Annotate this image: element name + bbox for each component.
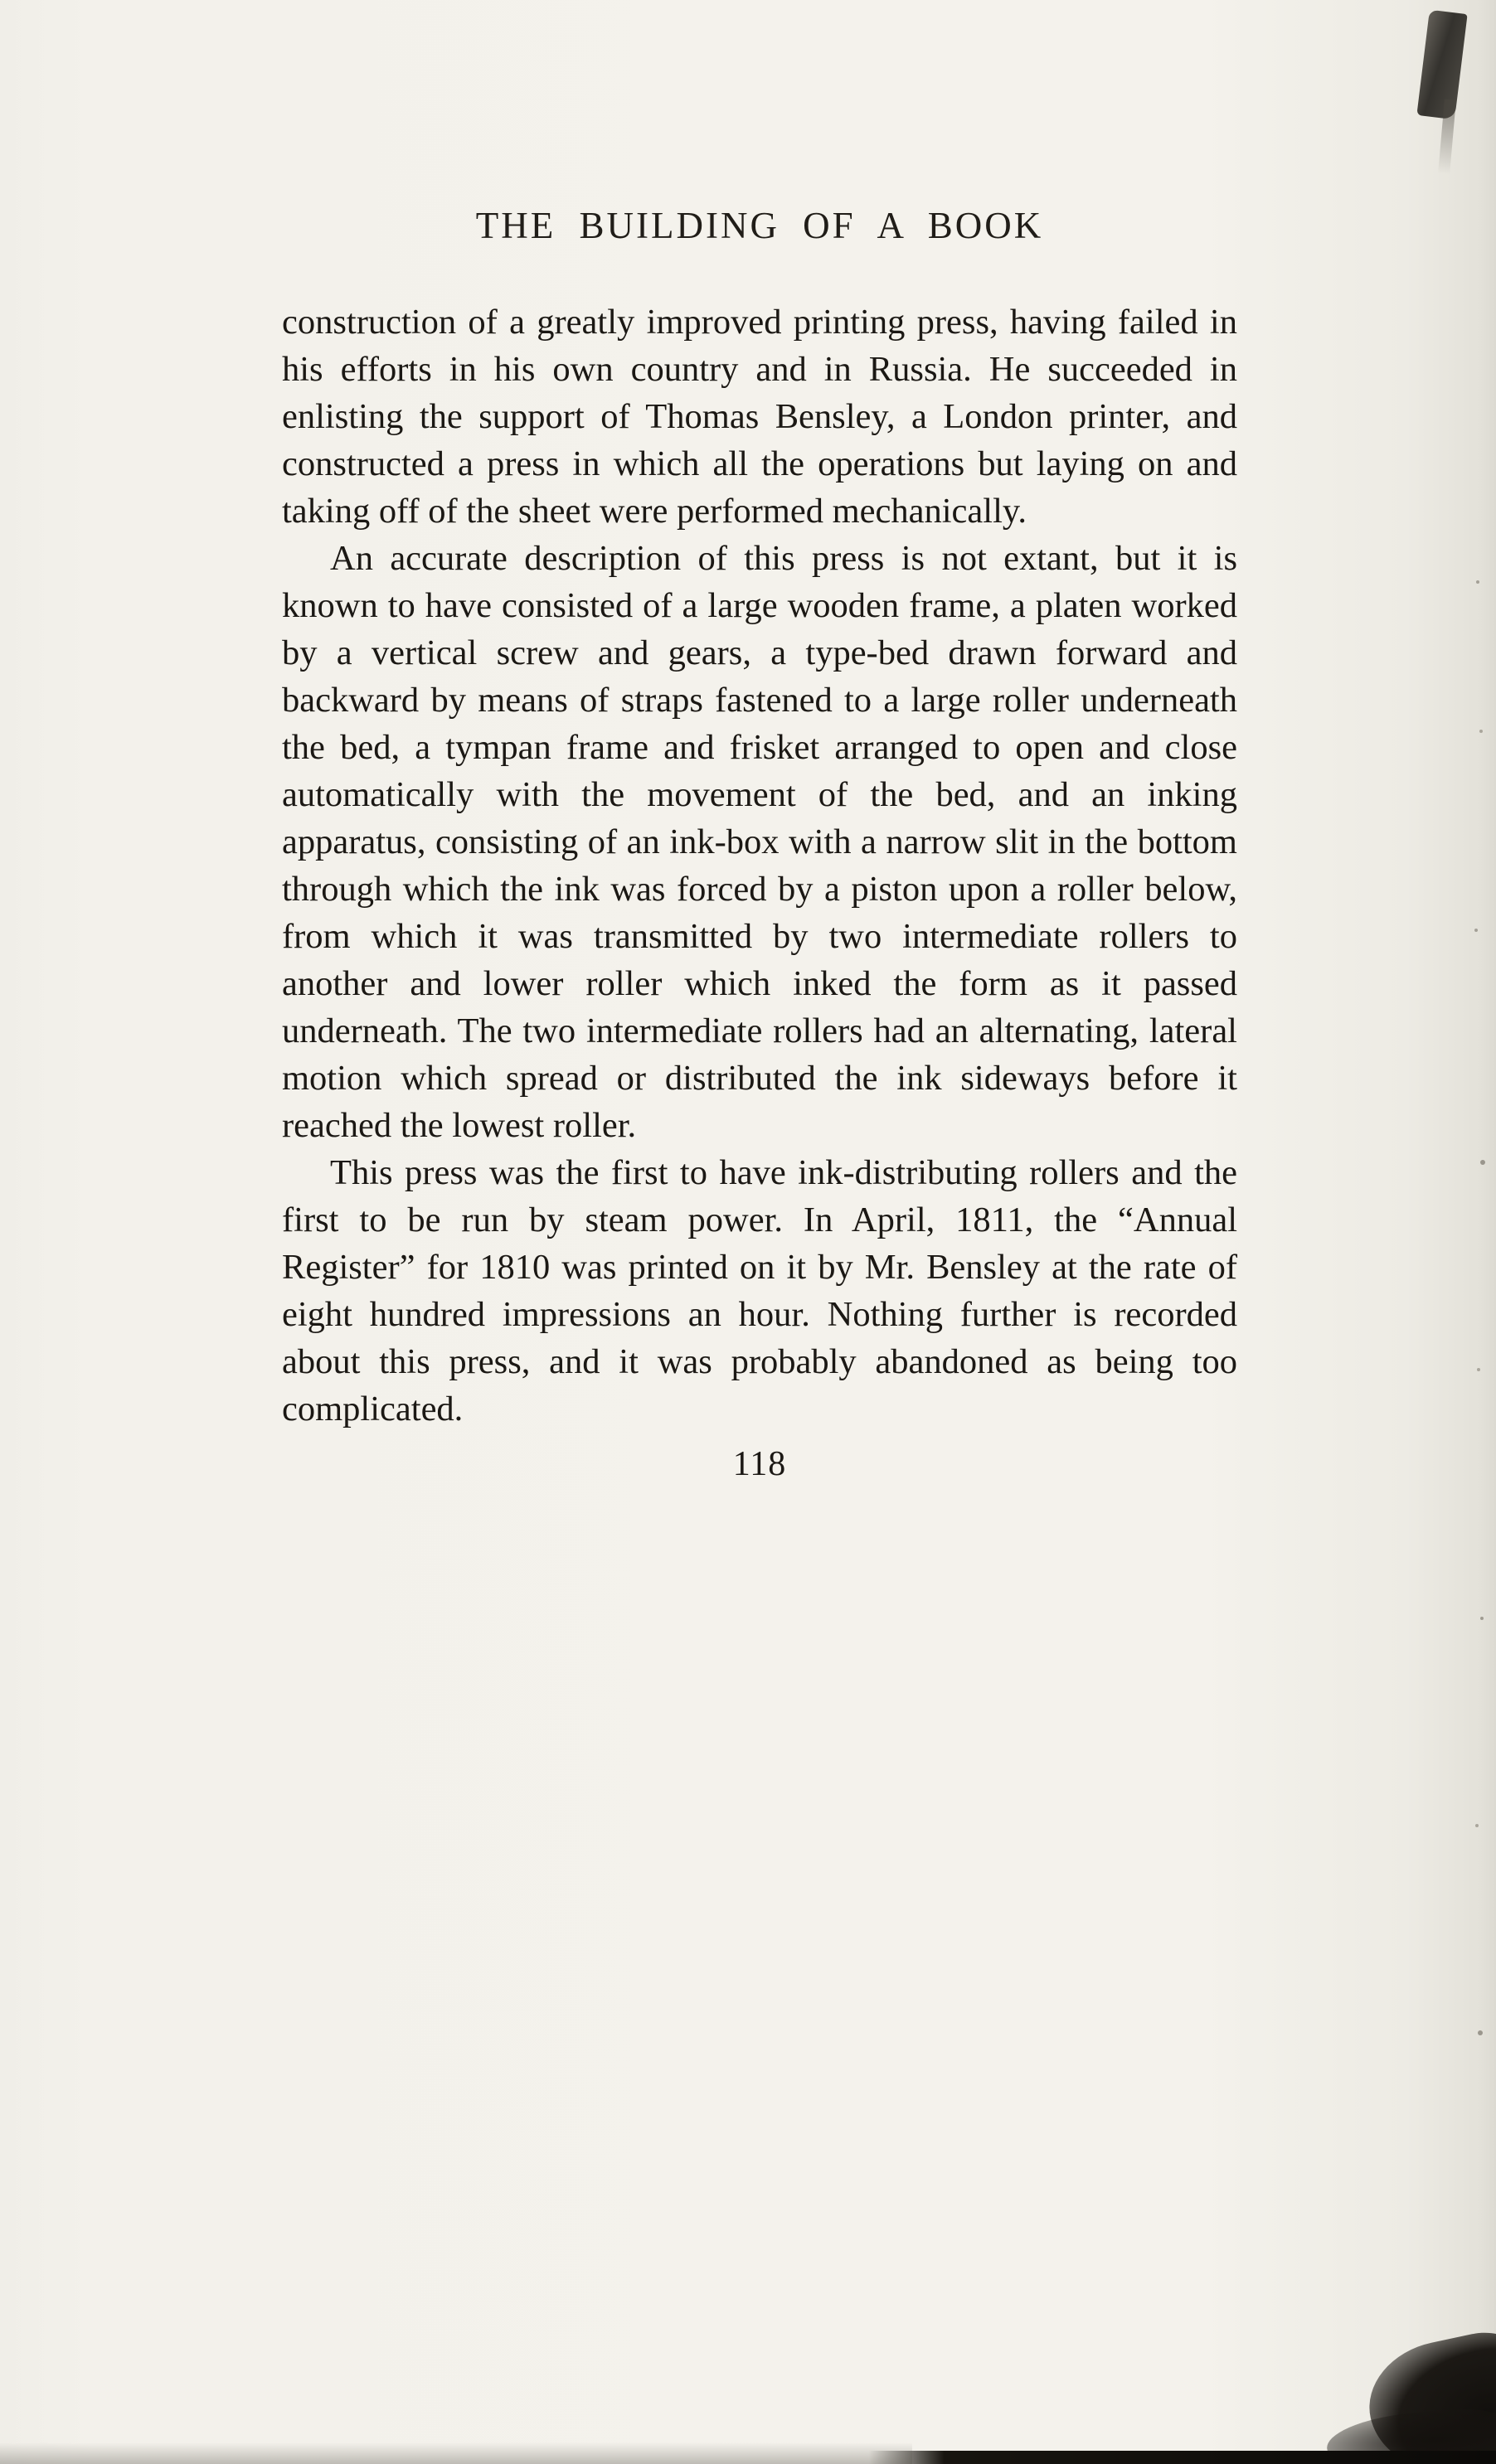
body-text-block	[282, 298, 1237, 1488]
paragraph: An accurate description of this press is not extant, but it is known to have consisted of a large wooden frame, a platen worked by a vertical screw and gears, a type-bed drawn forward and backward by means of straps fastened to a large roller underneath the bed, a tympan frame and frisket arranged to open and close automatically with the movement of the bed, and an inking apparatus, consisting of an ink-box with a narrow slit in the bottom through which the ink was forced by a piston upon a roller below, from which it was transmitted by two intermediate rollers to another and lower roller which inked the form as it passed underneath. The two intermediate rollers had an alternating, lateral motion which spread or distributed the ink sideways before it reached the lowest roller.	[282, 539, 1237, 1145]
running-header: THE BUILDING OF A BOOK	[475, 205, 1044, 246]
scan-artifact-top-right	[1416, 10, 1467, 120]
paragraph: construction of a greatly improved printing press, having failed in his efforts in his own country and in Russia. He succeeded in enlisting the support of Thomas Bensley, a London printer, and constructed a press in which all the operations but laying on and taking off of the sheet were performed mechanically.	[282, 303, 1237, 531]
scan-artifact-bottom-edge-bar	[869, 2451, 1496, 2464]
scan-artifact-top-right-streak	[1438, 99, 1456, 175]
scan-artifact-right-edge-speckles	[1476, 580, 1479, 584]
page-number: 118	[732, 1445, 787, 1483]
scan-artifact-bottom-right-smudge	[1324, 2403, 1496, 2464]
paragraph: This press was the first to have ink-distributing rollers and the first to be run by steam power. In April, 1811, the “Annual Register” for 1810 was printed on it by Mr. Bensley at the rate of eight hundred impressions an hour. Nothing further is recorded about this press, and it was probably abandoned as being too complicated.	[282, 1153, 1237, 1428]
scan-artifact-bottom-edge-shade	[0, 2442, 912, 2464]
scan-artifact-bottom-right-blob	[1358, 2324, 1496, 2464]
